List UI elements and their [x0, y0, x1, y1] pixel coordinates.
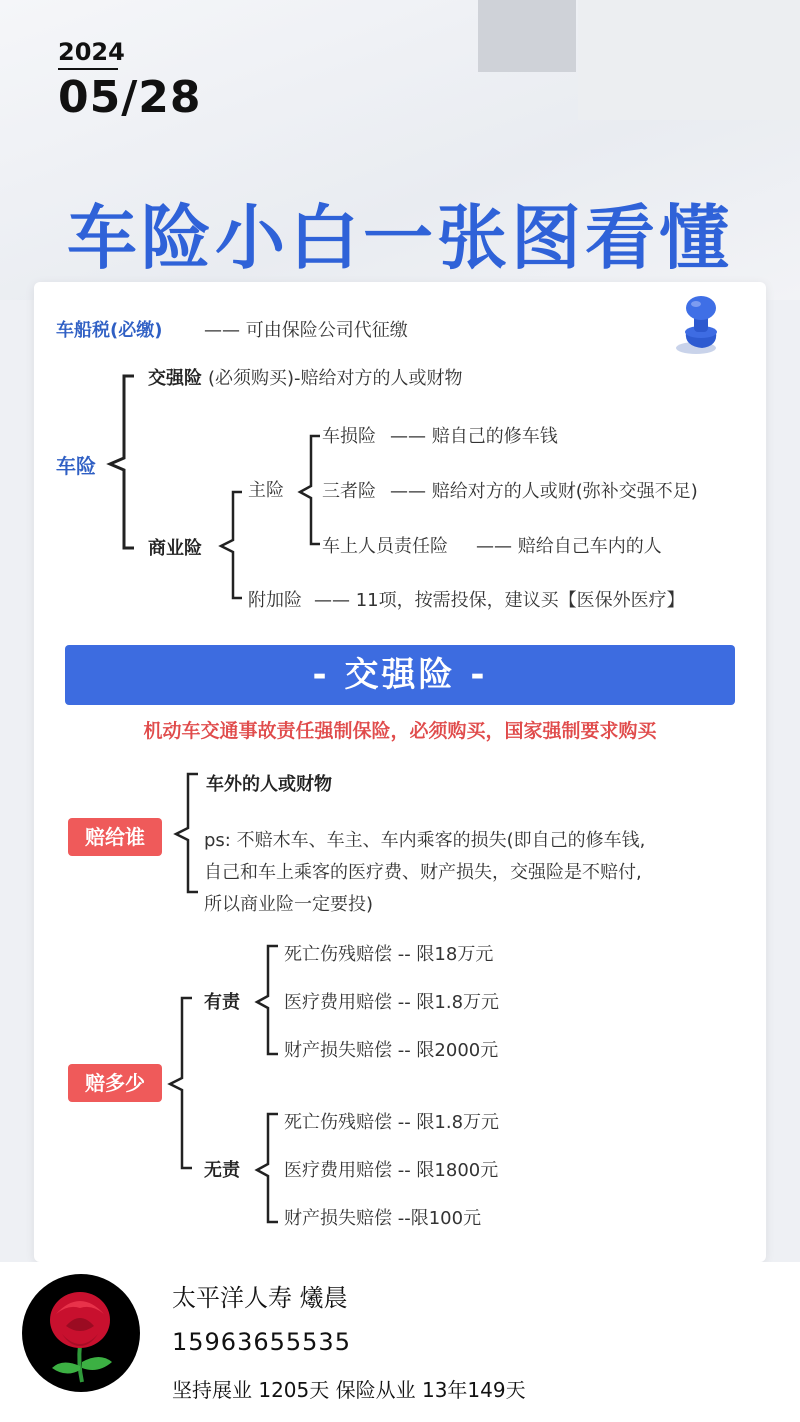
date-divider: [58, 68, 118, 70]
who-brace: [170, 770, 202, 896]
not-liable-item: 医疗费用赔偿 -- 限1800元: [284, 1160, 499, 1181]
liable-item: 医疗费用赔偿 -- 限1.8万元: [284, 992, 500, 1013]
root-brace: [104, 372, 138, 552]
avatar[interactable]: [22, 1274, 140, 1392]
how-brace: [166, 994, 196, 1172]
date-year: 2024: [58, 38, 125, 66]
tax-desc: —— 可由保险公司代征缴: [204, 320, 408, 341]
commercial-label: 商业险: [148, 538, 202, 559]
main-item-desc: —— 赔给对方的人或财(弥补交强不足): [390, 481, 698, 502]
commercial-brace: [216, 488, 246, 602]
who-note-line: 所以商业险一定要投): [204, 894, 374, 915]
who-note-line: 自己和车上乘客的医疗费、财产损失，交强险是不赔付,: [204, 862, 642, 883]
root-label: 车险: [56, 454, 96, 478]
not-liable-item: 财产损失赔偿 --限100元: [284, 1208, 482, 1229]
addon-label: 附加险: [248, 590, 302, 611]
not-liable-item: 死亡伤残赔偿 -- 限1.8万元: [284, 1112, 500, 1133]
liable-item: 财产损失赔偿 -- 限2000元: [284, 1040, 499, 1061]
compulsory-label: 交强险: [148, 368, 202, 389]
footer-phone[interactable]: 15963655535: [172, 1328, 351, 1356]
addon-desc: —— 11项，按需投保，建议买【医保外医疗】: [314, 590, 685, 611]
date-day: 05/28: [58, 72, 202, 123]
decor-square: [478, 0, 576, 72]
liable-label: 有责: [204, 992, 240, 1013]
rose-icon: [22, 1274, 140, 1392]
pushpin-icon: [672, 292, 732, 362]
not-liable-brace: [252, 1110, 282, 1226]
main-item-label: 三者险: [322, 481, 376, 502]
main-item-desc: —— 赔自己的修车钱: [390, 426, 558, 447]
main-item-label: 车上人员责任险: [322, 536, 448, 557]
who-tag: 赔给谁: [68, 818, 162, 856]
liable-item: 死亡伤残赔偿 -- 限18万元: [284, 944, 494, 965]
section-subtitle: 机动车交通事故责任强制保险，必须购买，国家强制要求购买: [143, 720, 657, 742]
tax-label: 车船税(必缴): [56, 320, 163, 341]
not-liable-label: 无责: [204, 1160, 240, 1181]
who-main: 车外的人或财物: [206, 774, 332, 795]
decor-panel: [578, 0, 800, 120]
footer-info: 坚持展业 1205天 保险从业 13年149天: [172, 1378, 526, 1402]
main-label: 主险: [248, 480, 284, 501]
page-title: 车险小白一张图看懂: [67, 197, 733, 279]
compulsory-desc: (必须购买)-赔给对方的人或财物: [208, 368, 463, 389]
main-brace: [296, 432, 324, 548]
who-note-line: ps: 不赔木车、车主、车内乘客的损失(即自己的修车钱,: [204, 830, 646, 851]
how-tag: 赔多少: [68, 1064, 162, 1102]
main-item-desc: —— 赔给自己车内的人: [476, 536, 662, 557]
footer-name: 太平洋人寿 爔晨: [172, 1284, 348, 1312]
section-banner: - 交强险 -: [65, 645, 735, 705]
main-item-label: 车损险: [322, 426, 376, 447]
liable-brace: [252, 942, 282, 1058]
